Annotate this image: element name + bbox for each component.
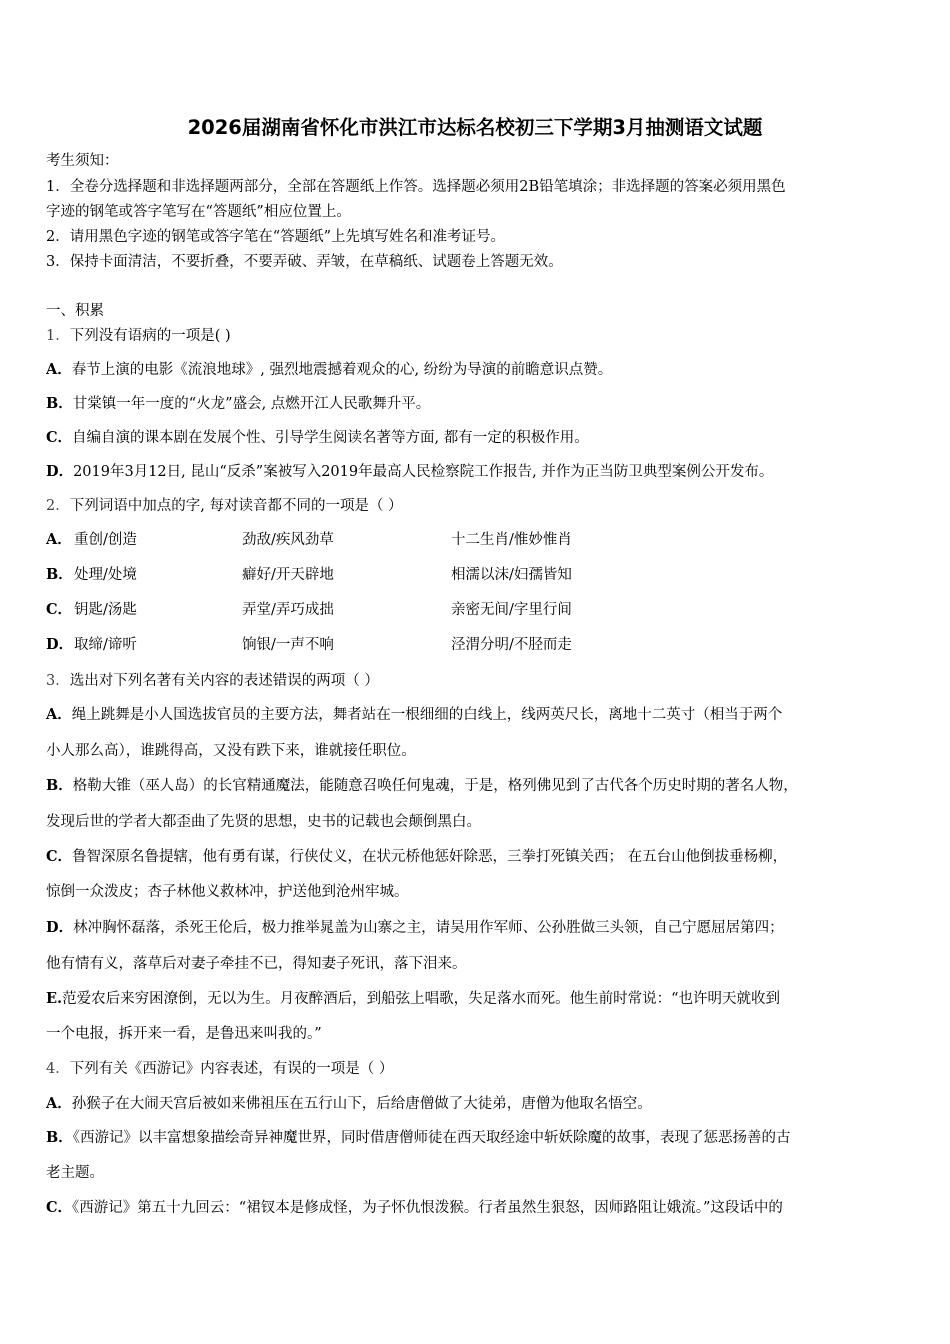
q3-option-c-cont [46,883,910,901]
q2-option-a [46,531,910,549]
question-text: 下列有关《西游记》内容表述，有误的一项是（ ） [69,1061,394,1077]
q3-option-e-cont [46,1025,910,1043]
notice-line: 2．请用黑色字迹的钢笔或答字笔在“答题纸”上先填写姓名和准考证号。 [46,229,506,245]
q3-option-e [46,990,910,1008]
notice-heading: 考生须知： [46,153,119,169]
q3-option-d [46,919,910,937]
option-word-3: 十二生肖/惟妙惟肖 [451,532,572,548]
option-text: 自编自演的课本剧在发展个性、引导学生阅读名著等方面, 都有一定的积极作用。 [72,430,589,446]
option-word-3: 泾渭分明/不胫而走 [451,637,572,653]
option-label: D． [46,636,74,653]
q4-option-b [46,1129,910,1147]
option-word-2: 饷银/一声不响 [242,637,334,653]
q3-option-b-cont [46,813,910,831]
option-text: 《西游记》第五十九回云：“裙钗本是修成怪，为子怀仇恨泼猴。行者虽然生狠怒，因师路阻让娥流。”这段话中的 [72,1200,783,1216]
option-label: C． [46,848,73,865]
option-text: 《西游记》以丰富想象描绘奇异神魔世界，同时借唐僧师徒在西天取经途中斩妖除魔的故事，表现了惩恶扬善的古 [72,1130,791,1146]
option-word-1: 处理/处境 [74,567,137,583]
q2-option-c [46,601,910,619]
option-label: C． [46,1199,73,1216]
option-text: 春节上演的电影《流浪地球》, 强烈地震撼着观众的心, 纷纷为导演的前瞻意识点赞。 [71,362,613,378]
option-text: 老主题。 [46,1165,104,1181]
option-label: A． [46,1095,72,1112]
question-text: 下列没有语病的一项是( ) [69,328,231,344]
question-3-stem [46,672,910,690]
option-label: E. [46,990,63,1007]
option-label: A． [46,531,72,548]
option-label: C． [46,429,73,446]
option-word-3: 亲密无间/字里行间 [451,602,572,618]
q4-option-b-cont [46,1164,910,1182]
option-text: 格勒大锥（巫人岛）的长官精通魔法，能随意召唤任何鬼魂，于是，格列佛见到了古代各个历史时期的著名人物， [72,778,798,794]
question-4-stem [46,1060,910,1078]
option-word-1: 钥匙/汤匙 [74,602,137,618]
option-text: 2019年3月12日, 昆山“反杀”案被写入2019年最高人民检察院工作报告, 并作为正当防卫典型案例公开发布。 [73,464,774,480]
section-heading: 一、积累 [46,303,104,319]
option-text: 发现后世的学者大都歪曲了先贤的思想，史书的记载也会颠倒黑白。 [46,814,481,830]
option-text: 绳上跳舞是小人国选拔官员的主要方法，舞者站在一根细细的白线上，线两英尺长，离地十二英寸（相当于两个 [71,707,783,723]
page-title: 2026届湖南省怀化市洪江市达标名校初三下学期3月抽测语文试题 [187,116,763,139]
option-label: C． [46,601,73,618]
option-label: D． [46,919,74,936]
question-number: 2． [46,498,70,514]
notice-line: 1．全卷分选择题和非选择题两部分，全部在答题纸上作答。选择题必须用2B铅笔填涂；非选择题的答案必须用黑色 [46,179,786,195]
q3-option-c [46,848,910,866]
option-text: 他有情有义，落草后对妻子牵挂不已，得知妻子死讯，落下泪来。 [46,956,467,972]
q1-option-c [46,429,910,447]
option-label: B． [46,1129,73,1146]
option-word-1: 重创/创造 [74,532,137,548]
option-word-2: 弄堂/弄巧成拙 [242,602,334,618]
q2-option-d [46,636,910,654]
option-label: A． [46,361,72,378]
question-number: 4． [46,1061,70,1077]
q1-option-a [46,361,910,379]
option-label: B． [46,566,73,583]
option-label: B． [46,395,73,412]
option-word-1: 取缔/谛听 [74,637,137,653]
q3-option-a [46,706,910,724]
option-word-2: 劲敌/疾风劲草 [242,532,334,548]
question-text: 下列词语中加点的字, 每对读音都不同的一项是（ ） [69,498,403,514]
question-1-stem [46,327,910,345]
q3-option-a-cont [46,742,910,760]
option-label: B． [46,777,73,794]
option-label: D． [46,463,74,480]
question-number: 3． [46,673,70,689]
option-text: 一个电报，拆开来一看，是鲁迅来叫我的。” [46,1026,322,1042]
option-word-3: 相濡以沫/妇孺皆知 [451,567,572,583]
option-text: 小人那么高），谁跳得高，又没有跌下来，谁就接任职位。 [46,743,416,759]
option-text: 林冲胸怀磊落，杀死王伦后，极力推举晁盖为山寨之主，请吴用作军师、公孙胜做三头领，自己宁愿屈居第四； [73,920,784,936]
q4-option-c [46,1199,910,1217]
question-number: 1． [46,328,70,344]
q4-option-a [46,1095,910,1113]
option-text: 甘棠镇一年一度的“火龙”盛会, 点燃开江人民歌舞升平。 [72,396,431,412]
notice-line: 3．保持卡面清洁，不要折叠，不要弄破、弄皱，在草稿纸、试题卷上答题无效。 [46,254,563,270]
option-word-2: 癖好/开天辟地 [242,567,334,583]
question-2-stem [46,497,910,515]
q1-option-b [46,395,910,413]
q3-option-d-cont [46,955,910,973]
question-text: 选出对下列名著有关内容的表述错误的两项（ ） [69,673,379,689]
option-label: A． [46,706,72,723]
option-text: 范爱农后来穷困潦倒，无以为生。月夜醉酒后，到船弦上唱歌，失足落水而死。他生前时常说：“也许明天就收到 [62,991,781,1007]
option-text: 鲁智深原名鲁提辖，他有勇有谋，行侠仗义，在状元桥他惩奸除恶，三拳打死镇关西； 在五台山他倒拔垂杨柳， [72,849,788,865]
option-text: 惊倒一众泼皮；杏子林他义救林冲，护送他到沧州牢城。 [46,884,409,900]
notice-line: 字迹的钢笔或答字笔写在“答题纸”相应位置上。 [46,204,351,220]
option-text: 孙猴子在大闹天宫后被如来佛祖压在五行山下，后给唐僧做了大徒弟，唐僧为他取名悟空。 [71,1096,652,1112]
q1-option-d [46,463,910,481]
q2-option-b [46,566,910,584]
q3-option-b [46,777,910,795]
